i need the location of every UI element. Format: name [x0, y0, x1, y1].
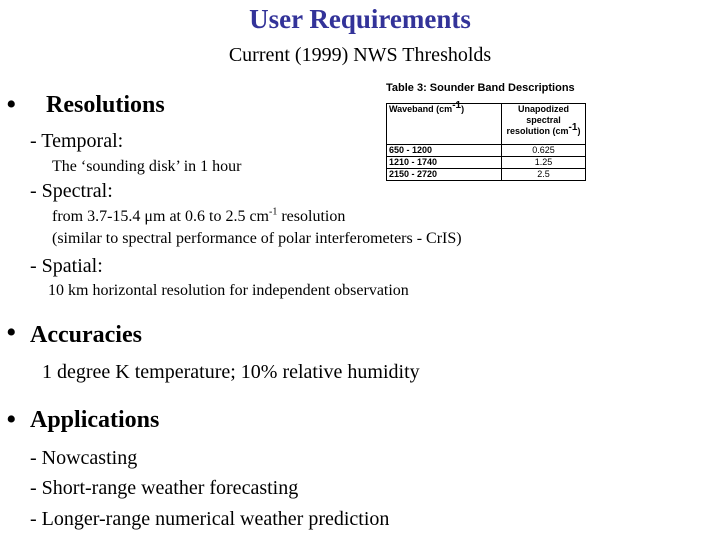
table-cell-res: 0.625 — [502, 145, 586, 157]
table-cell-band: 2150 - 2720 — [387, 169, 502, 181]
spectral-detail: from 3.7-15.4 μm at 0.6 to 2.5 $cm^{-1}$ resolution — [52, 206, 346, 225]
table-caption: Table 3: Sounder Band Descriptions — [386, 82, 575, 94]
spectral-detail-line2: (similar to spectral performance of polar interferometers - CrIS) — [52, 230, 462, 247]
table-row — [387, 169, 586, 181]
sounder-band-table-block — [386, 82, 586, 181]
application-item-nowcasting: - Nowcasting — [30, 447, 138, 469]
table-cell-band: 1210 - 1740 — [387, 157, 502, 169]
bullet-icon: • — [6, 88, 17, 121]
sounder-band-table — [386, 100, 586, 181]
page-title: User Requirements — [249, 4, 471, 34]
spatial-label: - Spatial: — [30, 255, 103, 277]
accuracies-detail: 1 degree K temperature; 10% relative humidity — [42, 361, 420, 383]
table-cell-band: 650 - 1200 — [387, 145, 502, 157]
application-item-longer-range: - Longer-range numerical weather prediction — [30, 508, 390, 530]
bullet-icon: • — [6, 403, 17, 436]
table-row — [387, 157, 586, 169]
page-subtitle: Current (1999) NWS Thresholds — [228, 44, 492, 66]
bullet-icon: • — [6, 316, 17, 349]
col-waveband-header: Waveband $(cm^{-1})$ — [387, 104, 502, 145]
table-cell-res: 1.25 — [502, 157, 586, 169]
table-cell-res: 2.5 — [502, 169, 586, 181]
col-resolution-header: Unapodized spectral resolution $(cm^{-1})$ — [502, 104, 586, 145]
spatial-detail: 10 km horizontal resolution for independent observation — [48, 282, 409, 299]
spectral-label: - Spectral: — [30, 180, 113, 202]
temporal-detail: The ‘sounding disk’ in 1 hour — [52, 158, 242, 175]
accuracies-heading: Accuracies — [30, 322, 142, 348]
resolutions-heading: Resolutions — [46, 92, 165, 118]
applications-heading: Applications — [30, 407, 160, 433]
temporal-label: - Temporal: — [30, 130, 124, 152]
application-item-short-range: - Short-range weather forecasting — [30, 477, 299, 499]
table-row — [387, 145, 586, 157]
table-header-row — [387, 104, 586, 145]
